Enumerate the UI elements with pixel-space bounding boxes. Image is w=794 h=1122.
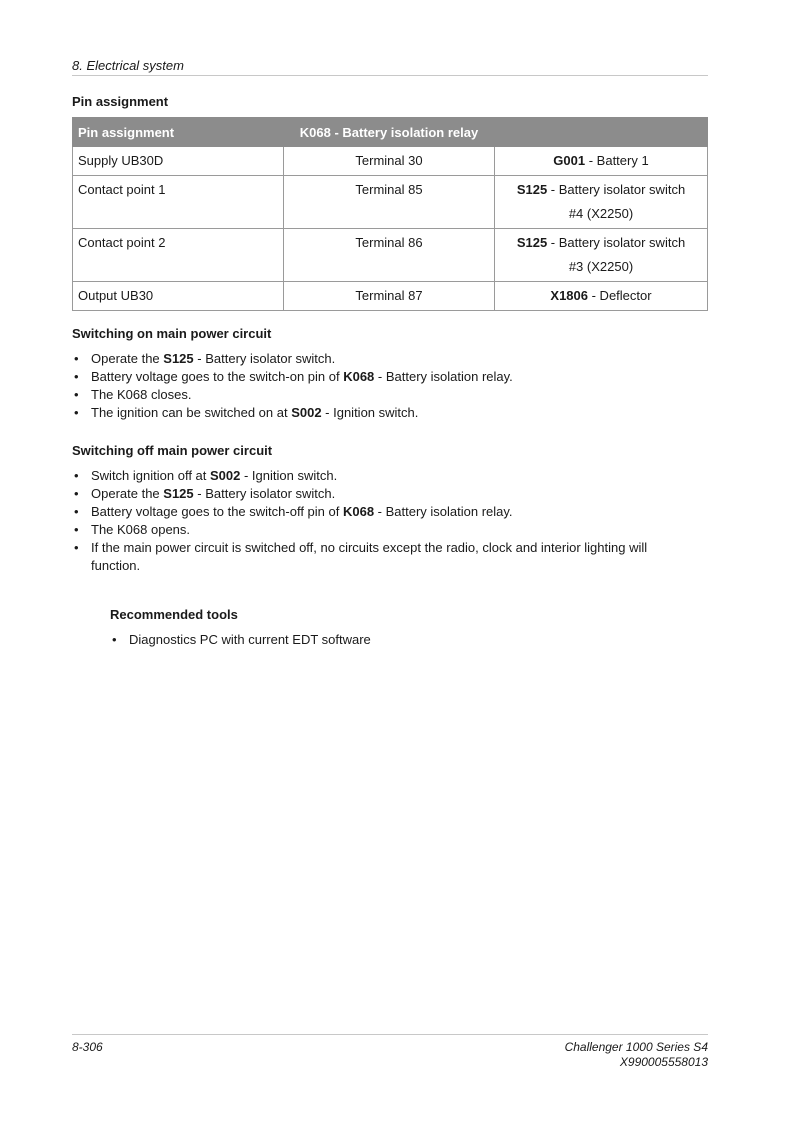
connection-cell xyxy=(495,282,708,311)
pin-assignment-heading: Pin assignment xyxy=(72,94,169,109)
component-desc: - Deflector xyxy=(588,288,652,303)
list-item: • The K068 closes. xyxy=(72,386,692,404)
component-code: S125 xyxy=(516,235,548,250)
switching-off-list xyxy=(72,467,692,575)
list-item: • If the main power circuit is switched off, no circuits except the radio, clock and interior lighting will function. xyxy=(72,539,692,575)
list-item: • Operate the S125 - Battery isolator switch. xyxy=(72,350,692,368)
recommended-tools-list xyxy=(110,631,690,649)
list-item: • The K068 opens. xyxy=(72,521,692,539)
table-row xyxy=(73,147,708,176)
component-desc: - Battery isolator switch xyxy=(547,182,686,197)
terminal-cell: Terminal 30 xyxy=(284,147,495,176)
component-code: G001 xyxy=(553,153,586,168)
pin-cell: Contact point 2 xyxy=(73,229,284,282)
column-header: Pin assignment xyxy=(73,118,284,147)
recommended-tools-heading: Recommended tools xyxy=(110,607,238,622)
pin-assignment-table xyxy=(72,117,708,311)
component-pin: #4 (X2250) xyxy=(568,206,634,221)
column-header: K068 - Battery isolation relay xyxy=(284,118,495,147)
switching-off-heading: Switching off main power circuit xyxy=(72,443,273,458)
column-header xyxy=(495,118,708,147)
connection-cell xyxy=(495,176,708,229)
chapter-title: 8. Electrical system xyxy=(72,58,184,73)
document-number: X990005558013 xyxy=(619,1055,708,1069)
terminal-cell: Terminal 86 xyxy=(284,229,495,282)
table-row xyxy=(73,176,708,229)
pin-cell: Contact point 1 xyxy=(73,176,284,229)
list-item: • Operate the S125 - Battery isolator switch. xyxy=(72,485,692,503)
pin-cell: Output UB30 xyxy=(73,282,284,311)
list-item: • The ignition can be switched on at S002 - Ignition switch. xyxy=(72,404,692,422)
list-item: • Battery voltage goes to the switch-off pin of K068 - Battery isolation relay. xyxy=(72,503,692,521)
table-row xyxy=(73,229,708,282)
switching-on-list xyxy=(72,350,692,422)
component-pin: #3 (X2250) xyxy=(568,259,634,274)
terminal-cell: Terminal 85 xyxy=(284,176,495,229)
component-desc: - Battery isolator switch xyxy=(547,235,686,250)
list-item: • Diagnostics PC with current EDT software xyxy=(110,631,690,649)
component-code: S125 xyxy=(516,182,548,197)
model-name: Challenger 1000 Series S4 xyxy=(564,1040,708,1054)
header-divider xyxy=(72,75,708,76)
pin-cell: Supply UB30D xyxy=(73,147,284,176)
list-item: • Switch ignition off at S002 - Ignition switch. xyxy=(72,467,692,485)
table-header-row xyxy=(73,118,708,147)
component-code: X1806 xyxy=(550,288,588,303)
connection-cell xyxy=(495,147,708,176)
terminal-cell: Terminal 87 xyxy=(284,282,495,311)
component-desc: - Battery 1 xyxy=(585,153,649,168)
table-row xyxy=(73,282,708,311)
list-item: • Battery voltage goes to the switch-on pin of K068 - Battery isolation relay. xyxy=(72,368,692,386)
footer-divider xyxy=(72,1034,708,1035)
page-number: 8-306 xyxy=(72,1040,103,1054)
switching-on-heading: Switching on main power circuit xyxy=(72,326,272,341)
connection-cell xyxy=(495,229,708,282)
